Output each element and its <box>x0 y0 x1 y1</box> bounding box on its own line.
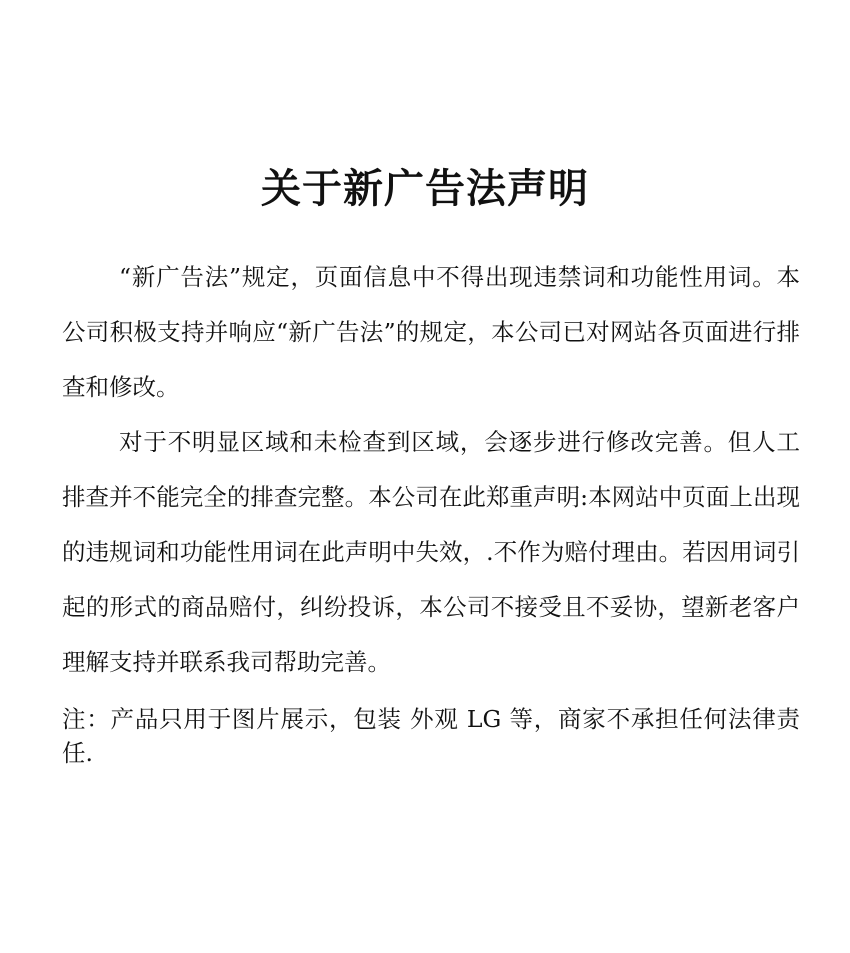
declaration-body <box>62 250 800 690</box>
product-image-note: 注：产品只用于图片展示，包装 外观 LG 等，商家不承担任何法律责任. <box>62 705 800 767</box>
page-title: 关于新广告法声明 <box>261 164 589 212</box>
paragraph-disclaimer: 对于不明显区域和未检查到区域，会逐步进行修改完善。但人工排查并不能完全的排查完整。本公司在此郑重声明:本网站中页面上出现的违规词和功能性用词在此声明中失效，.不作为赔付理由。若因用词引起的形式的商品赔付，纠纷投诉，本公司不接受且不妥协，望新老客户理解支持并联系我司帮助完善。 <box>62 428 800 676</box>
paragraph-ad-law-compliance: “新广告法”规定，页面信息中不得出现违禁词和功能性用词。本公司积极支持并响应“新广告法”的规定，本公司已对网站各页面进行排查和修改。 <box>62 263 800 401</box>
